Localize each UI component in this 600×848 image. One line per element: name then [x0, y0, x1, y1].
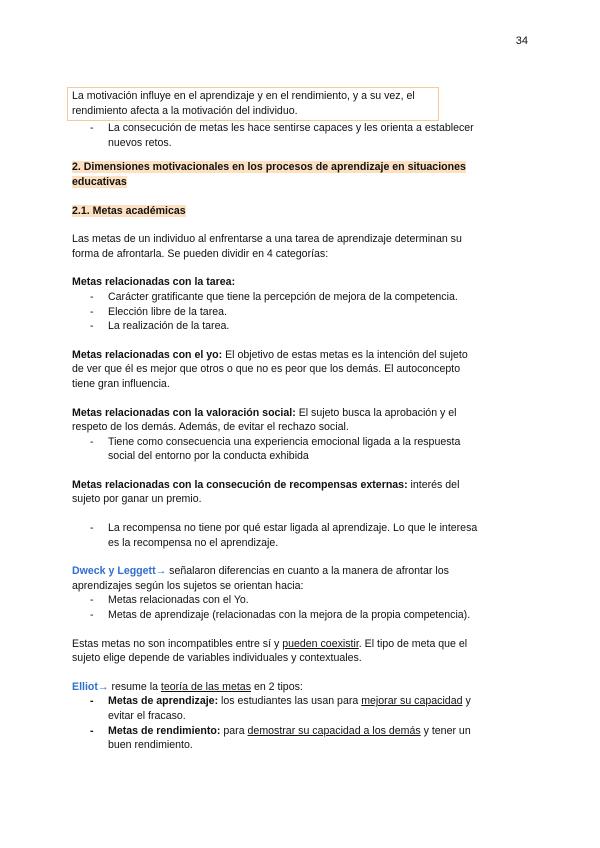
bullet-text: La realización de la tarea.: [108, 320, 230, 333]
bullet-text: Elección libre de la tarea.: [108, 305, 227, 318]
bullet-marker: -: [90, 290, 94, 303]
reward-goals-paragraph: [72, 478, 482, 507]
reward-goals-heading: Metas relacionadas con la consecución de recompensas externas:: [72, 478, 408, 491]
learning-underlined: mejorar su capacidad: [361, 695, 463, 708]
bullet-text: Metas de aprendizaje (relacionadas con la mejora de la propia competencia).: [108, 609, 471, 622]
bullet-text: Carácter gratificante que tiene la percepción de mejora de la competencia.: [108, 290, 458, 303]
elliot-author: Elliot→: [72, 680, 109, 693]
learning-goals-heading: Metas de aprendizaje:: [108, 695, 219, 708]
compat-paragraph: [72, 637, 482, 666]
social-goals-text: El sujeto busca la aprobación y el respeto de los demás. Además, de evitar el rechazo social.: [72, 406, 457, 434]
dweck-paragraph: [72, 564, 482, 593]
subsection-heading-text: 2.1. Metas académicas: [72, 204, 186, 217]
list-item: [72, 521, 482, 550]
social-goals-heading: Metas relacionadas con la valoración social:: [72, 406, 296, 419]
bullet-text: Tiene como consecuencia una experiencia emocional ligada a la respuesta social del entorno por la conducta exhibida: [108, 435, 461, 463]
bullet-marker: -: [90, 594, 94, 607]
elliot-underlined: teoría de las metas: [160, 680, 251, 693]
compat-text-b: . El tipo de meta que el sujeto elige depende de variables individuales y contextuales.: [72, 637, 468, 665]
page-number: 34: [515, 35, 528, 47]
highlighted-box: [67, 87, 439, 121]
subsection-heading: [72, 204, 482, 219]
list-item: [72, 593, 482, 608]
list-item: [72, 319, 482, 334]
intro-paragraph: Las metas de un individuo al enfrentarse a una tarea de aprendizaje determinan su forma de afrontarla. Se pueden dividir en 4 categorías:: [72, 233, 462, 260]
bullet-marker: -: [90, 695, 94, 708]
compat-underlined: pueden coexistir: [282, 637, 359, 650]
list-item: [72, 435, 482, 464]
list-item: [72, 121, 482, 150]
list-item: [72, 724, 482, 753]
performance-underlined: demostrar su capacidad a los demás: [247, 724, 421, 737]
list-item: [72, 694, 482, 723]
learning-text-a: los estudiantes las usan para: [218, 695, 362, 708]
bullet-marker: -: [90, 320, 94, 333]
list-item: [72, 608, 482, 623]
performance-text-a: para: [220, 724, 248, 737]
bullet-marker: -: [90, 724, 94, 737]
bullet-marker: -: [90, 609, 94, 622]
self-goals-paragraph: [72, 348, 482, 392]
learning-text-b: y evitar el fracaso.: [108, 695, 471, 722]
list-item: [72, 290, 482, 305]
task-goals-heading: Metas relacionadas con la tarea:: [72, 276, 236, 289]
bullet-text: La recompensa no tiene por qué estar ligada al aprendizaje. Lo que le interesa es la recompensa no el aprendizaje.: [108, 522, 478, 549]
section-heading-text: 2. Dimensiones motivacionales en los procesos de aprendizaje en situaciones educativas: [72, 161, 466, 188]
elliot-paragraph: [72, 680, 482, 695]
boxed-text: La motivación influye en el aprendizaje y en el rendimiento, y a su vez, el rendimiento afecta a la motivación del individuo.: [72, 90, 415, 117]
elliot-text-a: resume la: [108, 680, 161, 693]
bullet-marker: -: [90, 435, 94, 448]
reward-goals-text: interés del sujeto por ganar un premio.: [72, 478, 460, 506]
dweck-text: señalaron diferencias en cuanto a la manera de afrontar los aprendizajes según los sujetos se orientan hacia:: [72, 565, 449, 592]
self-goals-text: El objetivo de estas metas es la intención del sujeto de ver que él es mejor que otros o que no es peor que los demás. El autoconcepto tiene gran influencia.: [72, 348, 468, 390]
compat-text-a: Estas metas no son incompatibles entre sí y: [72, 637, 283, 650]
self-goals-heading: Metas relacionadas con el yo:: [72, 348, 223, 361]
bullet-marker: -: [90, 305, 94, 318]
list-item: [72, 305, 482, 320]
performance-goals-heading: Metas de rendimiento:: [108, 724, 221, 737]
bullet-text: La consecución de metas les hace sentirse capaces y les orienta a establecer nuevos retos.: [108, 122, 474, 149]
elliot-text-b: en 2 tipos:: [251, 680, 303, 693]
performance-text-b: y tener un buen rendimiento.: [108, 724, 471, 752]
dweck-authors: Dweck y Leggett→: [72, 565, 167, 578]
social-goals-paragraph: [72, 406, 482, 435]
bullet-marker: -: [90, 522, 94, 535]
bullet-marker: -: [90, 122, 94, 135]
section-heading: [72, 160, 482, 189]
bullet-text: Metas relacionadas con el Yo.: [108, 594, 249, 607]
document-body: [72, 87, 482, 753]
